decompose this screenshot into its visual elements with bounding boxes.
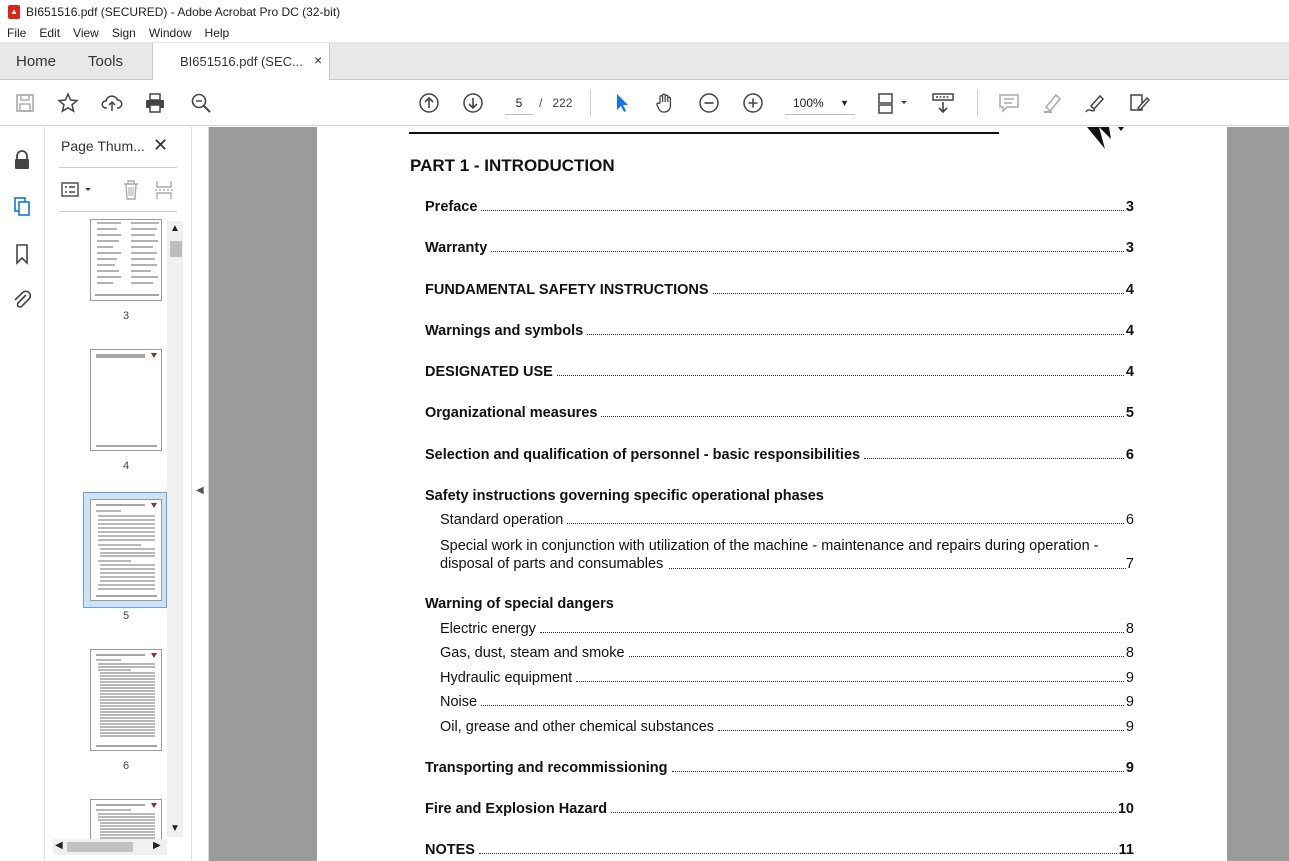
- toc-leader: [587, 323, 1124, 335]
- title-bar: [0, 0, 1289, 23]
- toc-title: Warranty: [425, 240, 491, 256]
- upload-cloud-icon[interactable]: [101, 92, 123, 114]
- toc-leader: [713, 282, 1124, 294]
- toc-page: 4: [1125, 282, 1134, 298]
- brand-logo-mark: [1077, 127, 1127, 151]
- panel-collapse-handle[interactable]: [192, 127, 209, 861]
- zoom-level-value: 100%: [793, 96, 824, 110]
- toc-page: 9: [1125, 760, 1134, 776]
- toc-title: Electric energy: [440, 621, 540, 637]
- toc-leader: [601, 405, 1123, 417]
- scrollbar-thumb[interactable]: [67, 842, 133, 852]
- menu-sign[interactable]: Sign: [111, 25, 136, 40]
- toc-entry[interactable]: [425, 842, 1134, 858]
- toc-leader: [491, 240, 1124, 252]
- menu-bar: [0, 23, 1289, 43]
- toc-subentry-multiline[interactable]: [440, 537, 1134, 573]
- menu-file[interactable]: File: [7, 25, 27, 40]
- thumbnail-page-number: 5: [122, 610, 130, 622]
- page-number-input[interactable]: 5: [505, 91, 533, 115]
- scroll-up-icon[interactable]: ▲: [170, 223, 180, 234]
- sign-pen-icon[interactable]: [1084, 92, 1106, 114]
- menu-help[interactable]: Help: [204, 25, 230, 40]
- save-icon[interactable]: [14, 92, 36, 114]
- toc-subentry[interactable]: [440, 621, 1134, 637]
- toc-page: 7: [1125, 556, 1134, 572]
- toc-leader: [672, 760, 1124, 772]
- toc-subentry[interactable]: [440, 512, 1134, 528]
- toc-leader: [540, 621, 1124, 633]
- print-icon[interactable]: [144, 92, 166, 114]
- toc-page: 6: [1125, 512, 1134, 528]
- toc-page: 9: [1125, 670, 1134, 686]
- toc-title: Hydraulic equipment: [440, 670, 576, 686]
- comment-icon[interactable]: [998, 92, 1020, 114]
- toc-page: 6: [1125, 447, 1134, 463]
- toc-leader: [864, 447, 1124, 459]
- zoom-out-icon[interactable]: [698, 92, 720, 114]
- panel-divider: [59, 167, 177, 168]
- toc-subentry[interactable]: [440, 645, 1134, 661]
- read-mode-icon[interactable]: [932, 92, 954, 114]
- window-title: BI651516.pdf (SECURED) - Adobe Acrobat Pro DC (32-bit): [26, 4, 341, 19]
- toc-entry[interactable]: [425, 447, 1134, 463]
- tab-close-icon[interactable]: ×: [314, 52, 323, 68]
- fit-page-icon[interactable]: [876, 92, 912, 114]
- page-down-icon[interactable]: [462, 92, 484, 114]
- tab-bar: [0, 43, 1289, 80]
- delete-trash-icon[interactable]: [121, 179, 141, 201]
- toc-entry[interactable]: [425, 323, 1134, 339]
- zoom-level-select[interactable]: [785, 91, 855, 115]
- page-thumbnail[interactable]: [90, 349, 162, 451]
- toc-subentry[interactable]: [440, 719, 1134, 735]
- tab-tools[interactable]: Tools: [88, 53, 124, 70]
- page-thumbnails-icon[interactable]: [11, 195, 33, 217]
- toc-page: 11: [1118, 842, 1134, 858]
- attachment-paperclip-icon[interactable]: [11, 289, 33, 311]
- toc-leader: [629, 645, 1124, 657]
- redact-edit-icon[interactable]: [1128, 92, 1150, 114]
- toc-leader: [557, 364, 1124, 376]
- panel-divider: [59, 211, 177, 212]
- toc-title: Warnings and symbols: [425, 323, 587, 339]
- thumbnail-page-number: 3: [122, 310, 130, 322]
- left-tool-rail: [0, 127, 45, 861]
- toc-title-line2-row: [440, 555, 1134, 573]
- toc-page: 8: [1125, 621, 1134, 637]
- toolbar: [0, 80, 1289, 126]
- menu-window[interactable]: Window: [148, 25, 192, 40]
- toc-entry[interactable]: [425, 240, 1134, 256]
- toc-entry[interactable]: [425, 760, 1134, 776]
- scrollbar-thumb[interactable]: [170, 241, 182, 257]
- panel-close-icon[interactable]: ✕: [153, 135, 169, 155]
- toc-title-line2: disposal of parts and consumables: [440, 556, 664, 572]
- toc-title: Oil, grease and other chemical substances: [440, 719, 718, 735]
- toc-page: 4: [1125, 364, 1134, 380]
- toc-title: Noise: [440, 694, 481, 710]
- thumbnail-options-icon[interactable]: [61, 181, 97, 199]
- highlight-pen-icon[interactable]: [1041, 92, 1063, 114]
- page-thumbnail[interactable]: [90, 649, 162, 751]
- page-total: 222: [552, 96, 573, 110]
- toc-title: NOTES: [425, 842, 479, 858]
- toc-leader: [481, 694, 1124, 706]
- page-thumbnail[interactable]: [90, 219, 162, 301]
- scroll-down-icon[interactable]: ▼: [170, 823, 180, 834]
- toc-title: FUNDAMENTAL SAFETY INSTRUCTIONS: [425, 282, 713, 298]
- lock-icon[interactable]: [11, 149, 33, 171]
- toc-page: 3: [1125, 240, 1134, 256]
- toc-section-heading[interactable]: Safety instructions governing specific operational phases: [425, 488, 824, 504]
- toc-title: Organizational measures: [425, 405, 601, 421]
- toc-subentry[interactable]: [440, 670, 1134, 686]
- menu-view[interactable]: View: [73, 25, 99, 40]
- toc-leader: [479, 842, 1117, 854]
- toc-entry[interactable]: [425, 282, 1134, 298]
- pdf-page: [317, 127, 1227, 861]
- toc-page: 3: [1125, 199, 1134, 215]
- page-up-icon[interactable]: [418, 92, 440, 114]
- page-count: [539, 96, 572, 110]
- toc-leader: [576, 670, 1124, 682]
- search-zoom-icon[interactable]: [190, 92, 212, 114]
- toc-leader: [567, 512, 1124, 524]
- toc-page: 9: [1125, 719, 1134, 735]
- toc-leader: [481, 199, 1124, 211]
- toc-leader: [718, 719, 1124, 731]
- document-viewer[interactable]: [209, 127, 1289, 861]
- toolbar-divider: [977, 90, 978, 116]
- toc-title: Gas, dust, steam and smoke: [440, 645, 629, 661]
- acrobat-app-icon: ▲: [8, 5, 20, 19]
- toc-title: DESIGNATED USE: [425, 364, 557, 380]
- toc-title: Fire and Explosion Hazard: [425, 801, 611, 817]
- toc-title: Standard operation: [440, 512, 567, 528]
- toc-page: 5: [1125, 405, 1134, 421]
- toc-entry[interactable]: [425, 364, 1134, 380]
- tab-document-label: BI651516.pdf (SEC...: [180, 54, 303, 69]
- page-thumbnails-panel: [45, 127, 192, 861]
- hand-tool-icon[interactable]: [654, 92, 676, 114]
- toc-page: 8: [1125, 645, 1134, 661]
- thumbnail-page-number: 4: [122, 460, 130, 472]
- bookmark-icon[interactable]: [11, 243, 33, 265]
- thumbnail-page-number: 6: [122, 760, 130, 772]
- toc-entry[interactable]: [425, 199, 1134, 215]
- toolbar-divider: [590, 90, 591, 116]
- toc-leader: [611, 801, 1116, 813]
- collapse-arrow-icon: ◀: [196, 485, 204, 496]
- zoom-in-icon[interactable]: [742, 92, 764, 114]
- toc-page: 10: [1117, 801, 1134, 817]
- thumbnails-vertical-scrollbar[interactable]: [167, 221, 183, 837]
- menu-edit[interactable]: Edit: [39, 25, 61, 40]
- toc-title: Selection and qualification of personnel - basic responsibilities: [425, 447, 864, 463]
- toc-leader: [669, 555, 1126, 569]
- toc-subentry[interactable]: [440, 694, 1134, 710]
- scroll-left-icon[interactable]: ◀: [55, 840, 63, 851]
- toc-page: 4: [1125, 323, 1134, 339]
- page-heading: PART 1 - INTRODUCTION: [410, 156, 615, 175]
- toc-entry[interactable]: [425, 801, 1134, 817]
- header-rule: [409, 132, 999, 134]
- thumbnails-horizontal-scrollbar[interactable]: [53, 839, 167, 855]
- toc-page: 9: [1125, 694, 1134, 710]
- insert-page-icon[interactable]: [154, 179, 174, 201]
- page-separator: /: [539, 96, 543, 110]
- toc-title: Preface: [425, 199, 481, 215]
- toc-title-line1: Special work in conjunction with utilization of the machine - maintenance and repairs during operation -: [440, 538, 1099, 554]
- toc-section-heading[interactable]: Warning of special dangers: [425, 596, 614, 612]
- scroll-right-icon[interactable]: ▶: [153, 840, 161, 851]
- toc-entry[interactable]: [425, 405, 1134, 421]
- chevron-down-icon: ▼: [840, 98, 849, 108]
- page-thumbnail[interactable]: [90, 799, 162, 841]
- panel-title: Page Thum...: [61, 138, 145, 154]
- tab-home[interactable]: Home: [16, 53, 57, 70]
- star-icon[interactable]: [57, 92, 79, 114]
- tab-document[interactable]: [152, 43, 330, 80]
- page-thumbnail-current[interactable]: [90, 499, 162, 601]
- select-cursor-icon[interactable]: [611, 92, 633, 114]
- toc-title: Transporting and recommissioning: [425, 760, 672, 776]
